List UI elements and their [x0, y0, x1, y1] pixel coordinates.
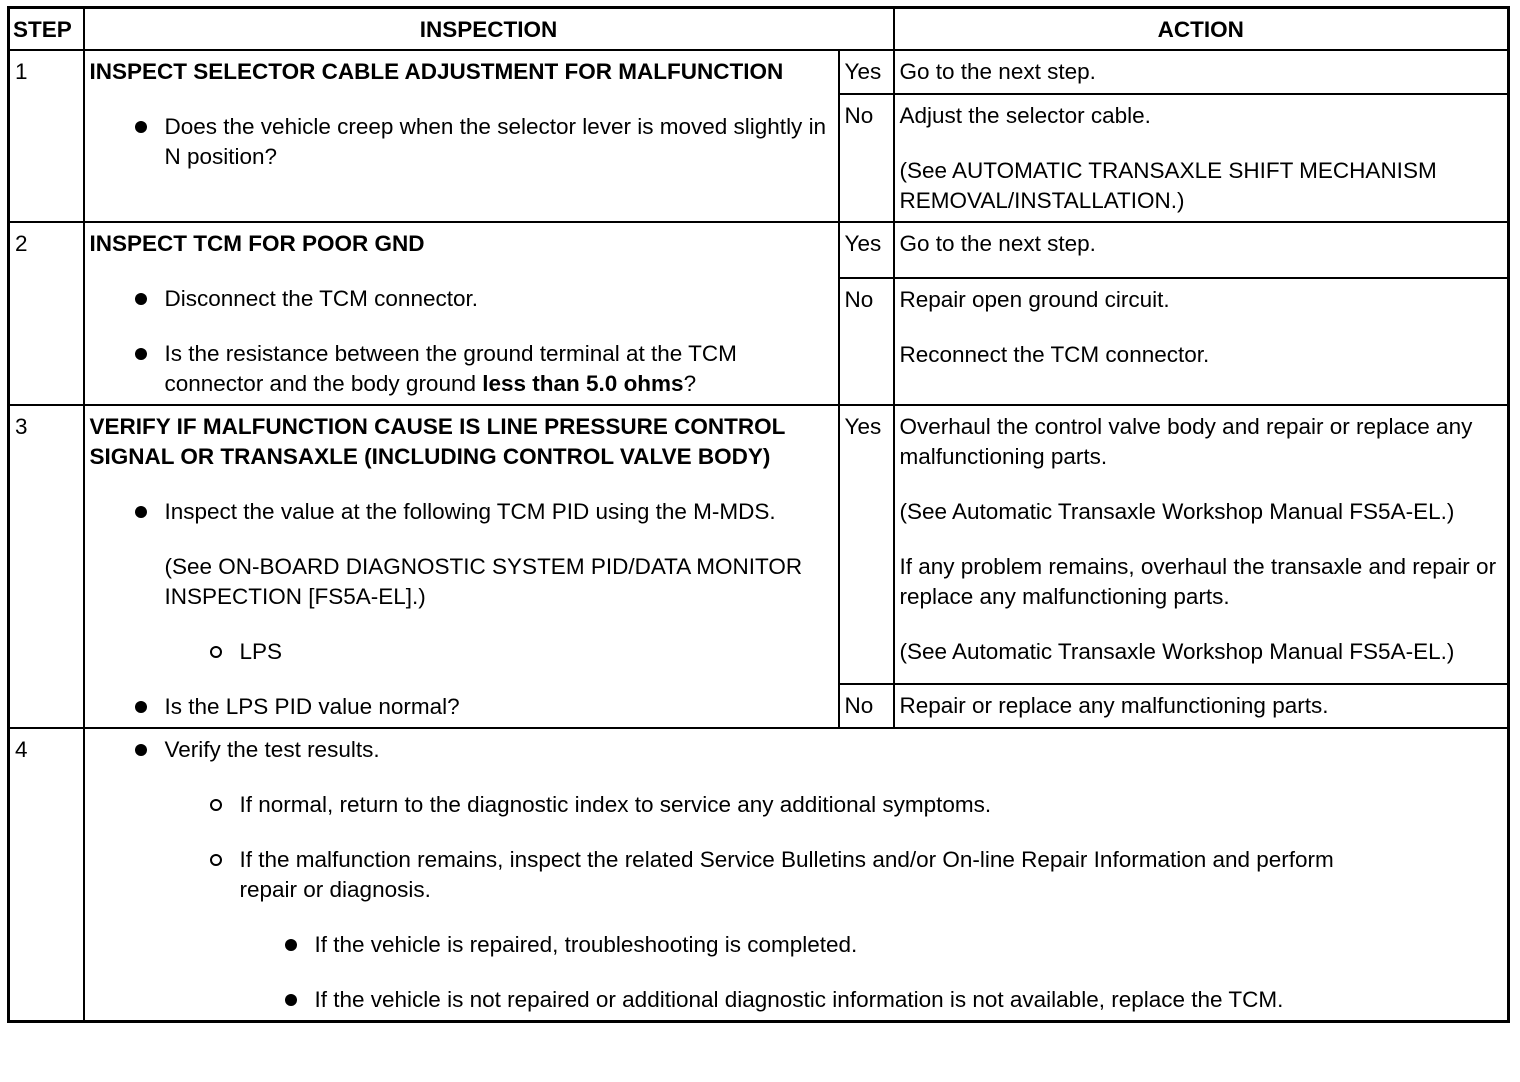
list-item: LPS	[90, 637, 833, 667]
step-4-row	[9, 728, 1509, 1022]
bullet-icon	[135, 348, 147, 360]
no-action: Repair or replace any malfunctioning parts.	[894, 684, 1509, 728]
circle-bullet-icon	[210, 646, 222, 658]
bullet-icon	[135, 121, 147, 133]
yes-label: Yes	[839, 405, 894, 684]
bullet-icon	[135, 506, 147, 518]
list-item: Is the resistance between the ground terminal at the TCM connector and the body ground less than 5.0 ohms?	[90, 339, 833, 399]
yes-label: Yes	[839, 50, 894, 94]
list-item: Verify the test results.	[90, 735, 1503, 765]
troubleshooting-table	[7, 6, 1510, 1023]
list-item: If the vehicle is not repaired or additional diagnostic information is not available, replace the TCM.	[90, 985, 1503, 1015]
step-number: 4	[9, 728, 84, 1022]
step-number: 3	[9, 405, 84, 728]
step-3-inspection	[84, 405, 839, 728]
list-item: If the vehicle is repaired, troubleshooting is completed.	[90, 930, 1503, 960]
bullet-icon	[135, 701, 147, 713]
yes-action: Overhaul the control valve body and repair or replace any malfunctioning parts. (See Automatic Transaxle Workshop Manual FS5A-EL.) If any problem remains, overhaul the transaxle and repair or replace any malfunctioning parts. (See Automatic Transaxle Workshop Manual FS5A-EL.)	[894, 405, 1509, 684]
no-label: No	[839, 94, 894, 222]
step-title: INSPECT TCM FOR POOR GND	[89, 231, 425, 256]
list-item: If the malfunction remains, inspect the related Service Bulletins and/or On-line Repair Information and perform repair or diagnosis.	[90, 845, 1503, 905]
bullet-icon	[285, 939, 297, 951]
step-1-inspection	[84, 50, 839, 222]
yes-label: Yes	[839, 222, 894, 278]
bullet-icon	[285, 994, 297, 1006]
yes-action: Go to the next step.	[894, 50, 1509, 94]
step-number: 1	[9, 50, 84, 222]
no-action: Repair open ground circuit. Reconnect the TCM connector.	[894, 278, 1509, 405]
step-2-row-yes	[9, 222, 1509, 278]
step-1-row-yes	[9, 50, 1509, 94]
list-item: Inspect the value at the following TCM PID using the M-MDS. (See ON-BOARD DIAGNOSTIC SYSTEM PID/DATA MONITOR INSPECTION [FS5A-EL].)	[90, 497, 833, 612]
bullet-icon	[135, 293, 147, 305]
list-item: Is the LPS PID value normal?	[90, 692, 833, 722]
circle-bullet-icon	[210, 799, 222, 811]
no-label: No	[839, 684, 894, 728]
step-4-inspection	[84, 728, 1509, 1022]
bullet-icon	[135, 744, 147, 756]
yes-action: Go to the next step.	[894, 222, 1509, 278]
header-inspection: INSPECTION	[84, 8, 894, 51]
list-item: Does the vehicle creep when the selector lever is moved slightly in N position?	[90, 112, 833, 172]
list-item: Disconnect the TCM connector.	[90, 284, 833, 314]
step-title: INSPECT SELECTOR CABLE ADJUSTMENT FOR MALFUNCTION	[89, 59, 784, 84]
header-action: ACTION	[894, 8, 1509, 51]
step-number: 2	[9, 222, 84, 405]
step-title: VERIFY IF MALFUNCTION CAUSE IS LINE PRESSURE CONTROL SIGNAL OR TRANSAXLE (INCLUDING CONTROL VALVE BODY)	[89, 414, 785, 469]
no-label: No	[839, 278, 894, 405]
circle-bullet-icon	[210, 854, 222, 866]
header-step: STEP	[9, 8, 84, 51]
step-3-row-yes	[9, 405, 1509, 684]
step-2-inspection	[84, 222, 839, 405]
no-action: Adjust the selector cable. (See AUTOMATIC TRANSAXLE SHIFT MECHANISM REMOVAL/INSTALLATION.)	[894, 94, 1509, 222]
header-row	[9, 8, 1509, 51]
list-item: If normal, return to the diagnostic index to service any additional symptoms.	[90, 790, 1503, 820]
